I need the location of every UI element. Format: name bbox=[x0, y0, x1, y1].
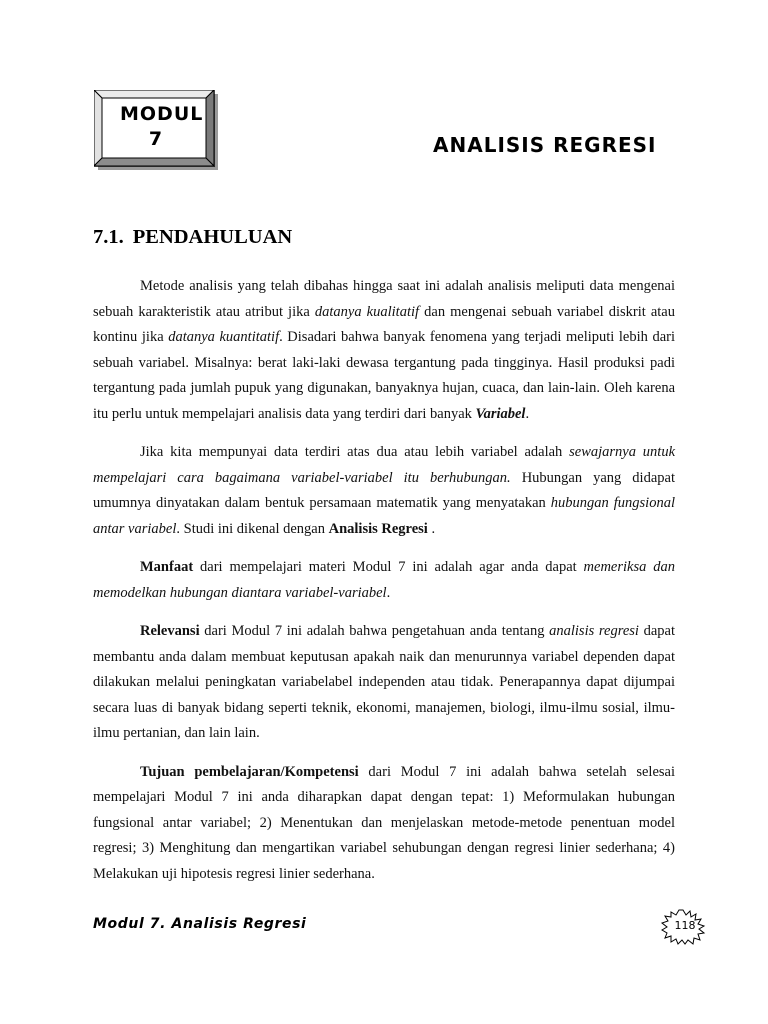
p1-text-1: Metode analisis yang telah dibahas hingga saat ini adalah analisis meliputi data mengenai sebuah karakteristik atau atribut jika bbox=[93, 278, 675, 320]
page-number: 118 bbox=[674, 919, 696, 932]
module-label-number: 7 bbox=[148, 128, 164, 150]
p1-text-4: . bbox=[525, 405, 530, 422]
p3-text-1: dari mempelajari materi Modul 7 ini adalah agar anda dapat bbox=[193, 559, 584, 575]
p1-italic-2: datanya kuantitatif bbox=[168, 329, 280, 345]
p1-text-3: . Disadari bahwa banyak fenomena yang terjadi meliputi lebih dari sebuah variabel. Misalnya: berat laki-laki dewasa tergantung pada tingginya. Hasil produksi padi tergantung pada jumlah pupuk yang digunakan, banyaknya hujan, cuaca, dan lain-lain. Oleh karena itu perlu untuk mempelajari analisis data yang terdiri dari banyak bbox=[93, 329, 675, 422]
p3-text-2: . bbox=[386, 584, 391, 601]
p3-italic-1: memeriksa dan memodelkan hubungan diantara variabel-variabel bbox=[93, 559, 675, 601]
section-title-text: PENDAHULUAN bbox=[132, 226, 293, 248]
p3-bold-1: Manfaat bbox=[140, 559, 194, 575]
p4-bold-1: Relevansi bbox=[140, 623, 200, 639]
p4-text-1: dari Modul 7 ini adalah bahwa pengetahuan anda tentang bbox=[199, 623, 550, 639]
p2-italic-1: sewajarnya untuk mempelajari cara bagaimana variabel-variabel itu berhubungan. bbox=[93, 444, 675, 486]
p4-italic-1: analisis regresi bbox=[549, 623, 639, 639]
section-heading bbox=[93, 226, 292, 249]
footer-title: Modul 7. Analisis Regresi bbox=[93, 916, 307, 932]
p2-text-4: . bbox=[427, 520, 436, 537]
p1-bold-italic-1: Variabel bbox=[475, 405, 526, 422]
body-text bbox=[93, 274, 675, 887]
module-label-word: MODUL bbox=[120, 103, 204, 125]
p2-text-2: Hubungan yang didapat umumnya dinyatakan dalam bentuk persamaan matematik yang menyatakan bbox=[93, 469, 675, 511]
paragraph-introduction bbox=[93, 274, 675, 427]
paragraph-manfaat bbox=[93, 555, 675, 606]
p1-text-2: dan mengenai sebuah variabel diskrit atau kontinu jika bbox=[93, 303, 675, 345]
paragraph-tujuan bbox=[93, 760, 675, 888]
p2-text-3: . Studi ini dikenal dengan bbox=[176, 520, 329, 537]
module-label bbox=[104, 102, 208, 158]
p5-bold-1: Tujuan pembelajaran/Kompetensi bbox=[140, 763, 359, 780]
p2-bold-1: Analisis Regresi bbox=[328, 520, 428, 537]
p2-italic-2: hubungan fungsional antar variabel bbox=[93, 495, 675, 537]
paragraph-variables bbox=[93, 440, 675, 542]
p4-text-2: dapat membantu anda dalam membuat keputusan apakah naik dan menurunnya variabel dependen dapat dilakukan melalui peningkatan variabelabel independen atau tidak. Penerapannya dapat dijumpai secara luas di banyak bidang seperti teknik, ekonomi, manajemen, biologi, ilmu-ilmu sosial, ilmu-ilmu pertanian, dan lain lain. bbox=[93, 623, 676, 741]
p5-text-1: dari Modul 7 ini adalah bahwa setelah selesai mempelajari Modul 7 ini anda diharapkan dapat dengan tepat: 1) Meformulakan hubungan fungsional antar variabel; 2) Menentukan dan menjelaskan metode-metode penentuan model regresi; 3) Menghitung dan mengartikan variabel sehubungan dengan regresi linier sederhana; 4) Melakukan uji hipotesis regresi linier sederhana. bbox=[93, 763, 676, 882]
paragraph-relevansi bbox=[93, 619, 675, 747]
chapter-title: ANALISIS REGRESI bbox=[433, 133, 657, 157]
p2-text-1: Jika kita mempunyai data terdiri atas dua atau lebih variabel adalah bbox=[140, 444, 570, 460]
section-number: 7.1. bbox=[93, 226, 124, 248]
module-box bbox=[94, 90, 218, 170]
p1-italic-1: datanya kualitatif bbox=[314, 303, 420, 320]
page-number-badge bbox=[660, 909, 706, 945]
